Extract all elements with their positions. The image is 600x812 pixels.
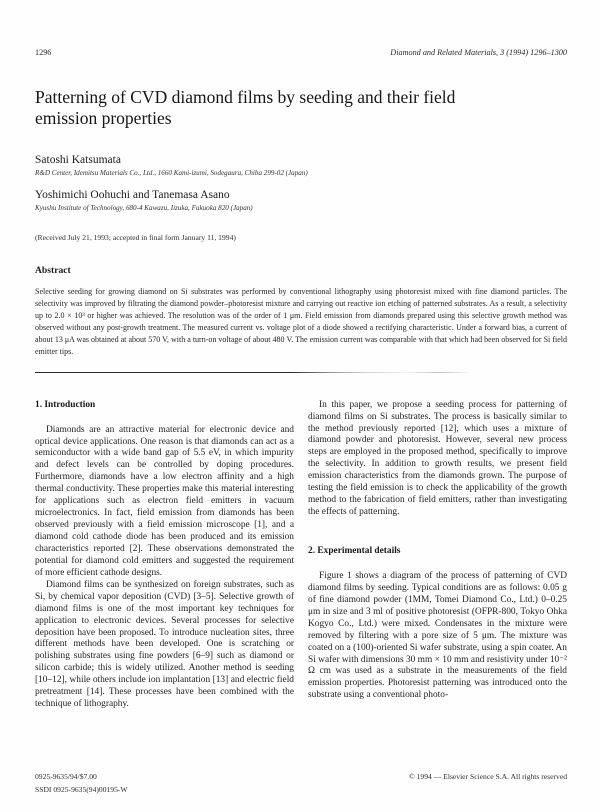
section-heading-experimental: 2. Experimental details bbox=[308, 546, 401, 556]
page-number: 1296 bbox=[35, 48, 52, 57]
right-column bbox=[308, 400, 567, 711]
abstract-heading: Abstract bbox=[35, 264, 71, 276]
author-affiliation: Kyushu Institute of Technology, 680-4 Kawazu, Iizuka, Fukuoka 820 (Japan) bbox=[35, 203, 253, 212]
introduction-paragraph-2: Diamond films can be synthesized on foreign substrates, such as Si, by chemical vapor deposition (CVD) [3–5]. Selective growth of diamond films is one of the most important key techniques for application to electronic devices. Several processes for selective deposition have been proposed. To introduce nucleation sites, three different methods have been developed. One is scratching or polishing substrates using fine powders [6–9] such as diamond or silicon carbide; this is widely utilized. Another method is seeding [10–12], while others include ion implantation [13] and electric field pretreatment [14]. These processes have been combined with the technique of lithography. bbox=[35, 579, 294, 710]
left-column bbox=[35, 400, 294, 711]
abstract-text: Selective seeding for growing diamond on Si substrates was performed by conventional lithography using photoresist mixed with fine diamond particles. The selectivity was improved by filtrating the diamond powder–photoresist mixture and carrying out reactive ion etching of patterned substrates. As a result, a selectivity up to 2.0 × 10³ or higher was achieved. The resolution was of the order of 1 μm. Field emission from diamonds prepared using this selective growth method was observed without any post-growth treatment. The measured current vs. voltage plot of a diode showed a rectifying characteristic. Under a forward bias, a current of about 13 μA was obtained at about 570 V, with a turn-on voltage of about 480 V. The emission current was comparable with that which had been observed for Si field emitter tips. bbox=[35, 286, 567, 357]
introduction-paragraph-1: Diamonds are an attractive material for electronic device and optical device applications. One reason is that diamonds can act as a semiconductor with a wide band gap of 5.5 eV, in which impurity and defect levels can be controlled by doping procedures. Furthermore, diamonds have a low electron affinity and a high thermal conductivity. These properties make this material interesting for applications such as electron field emitters in vacuum microelectronics. In fact, field emission from diamonds has been observed previously with a field emission microscope [1], and a diamond cold cathode diode has been produced and its emission characteristics reported [2]. These observations demonstrated the potential for diamond cold emitters and suggested the requirement of more efficient cathode designs. bbox=[35, 424, 294, 578]
right-column-paragraph-1: In this paper, we propose a seeding process for patterning of diamond films on Si substrates. The process is basically similar to the method previously reported [12], which uses a mixture of diamond powder and photoresist. However, several new process steps are employed in the proposed method, specifically to improve the selectivity. In addition to growth results, we present field emission characteristics from the diamonds grown. The purpose of testing the field emission is to check the applicability of the growth method to the fabrication of field emitters, rather than investigating the effects of patterning. bbox=[308, 399, 567, 518]
section-heading-introduction: 1. Introduction bbox=[35, 399, 96, 410]
author-block-2 bbox=[35, 189, 567, 212]
author-affiliation: R&D Center, Idemitsu Materials Co., Ltd., 1660 Kami-izumi, Sodegaura, Chiba 299-02 (Japan) bbox=[35, 168, 308, 177]
author-block-1 bbox=[35, 154, 567, 177]
author-name: Satoshi Katsumata bbox=[35, 153, 121, 166]
footer-left bbox=[35, 772, 128, 794]
ssdi-line: SSDI 0925-9635(94)00195-W bbox=[35, 785, 128, 794]
received-note: (Received July 21, 1993; accepted in final form January 11, 1994) bbox=[35, 232, 236, 242]
abstract-divider bbox=[35, 372, 567, 373]
page-footer bbox=[35, 772, 567, 794]
copyright-line: © 1994 — Elsevier Science S.A. All rights reserved bbox=[408, 772, 567, 781]
body-columns bbox=[35, 400, 567, 711]
issn-line: 0925-9635/94/$7.00 bbox=[35, 772, 97, 781]
author-name: Yoshimichi Oohuchi and Tanemasa Asano bbox=[35, 188, 230, 201]
running-head bbox=[35, 48, 567, 57]
experimental-paragraph-1: Figure 1 shows a diagram of the process of patterning of CVD diamond films by seeding. Typical conditions are as follows: 0.05 g of fine diamond powder (1MM, Tomei Diamond Co., Ltd.) 0–0.25 μm in size and 3 ml of positive photoresist (OFPR-800, Tokyo Ohka Kogyo Co., Ltd.) were mixed. Condensates in the mixture were removed by filtering with a pore size of 5 μm. The mixture was coated on a (100)-oriented Si wafer substrate, using a spin coater. An Si wafer with dimensions 30 mm × 10 mm and resistivity under 10⁻² Ω cm was used as a substrate in the measurements of the field emission properties. Photoresist patterning was introduced onto the substrate using a conventional photo- bbox=[308, 570, 567, 701]
paper-title: Patterning of CVD diamond films by seeding and their field emission properties bbox=[35, 87, 456, 129]
journal-reference: Diamond and Related Materials, 3 (1994) 1296–1300 bbox=[390, 48, 567, 57]
